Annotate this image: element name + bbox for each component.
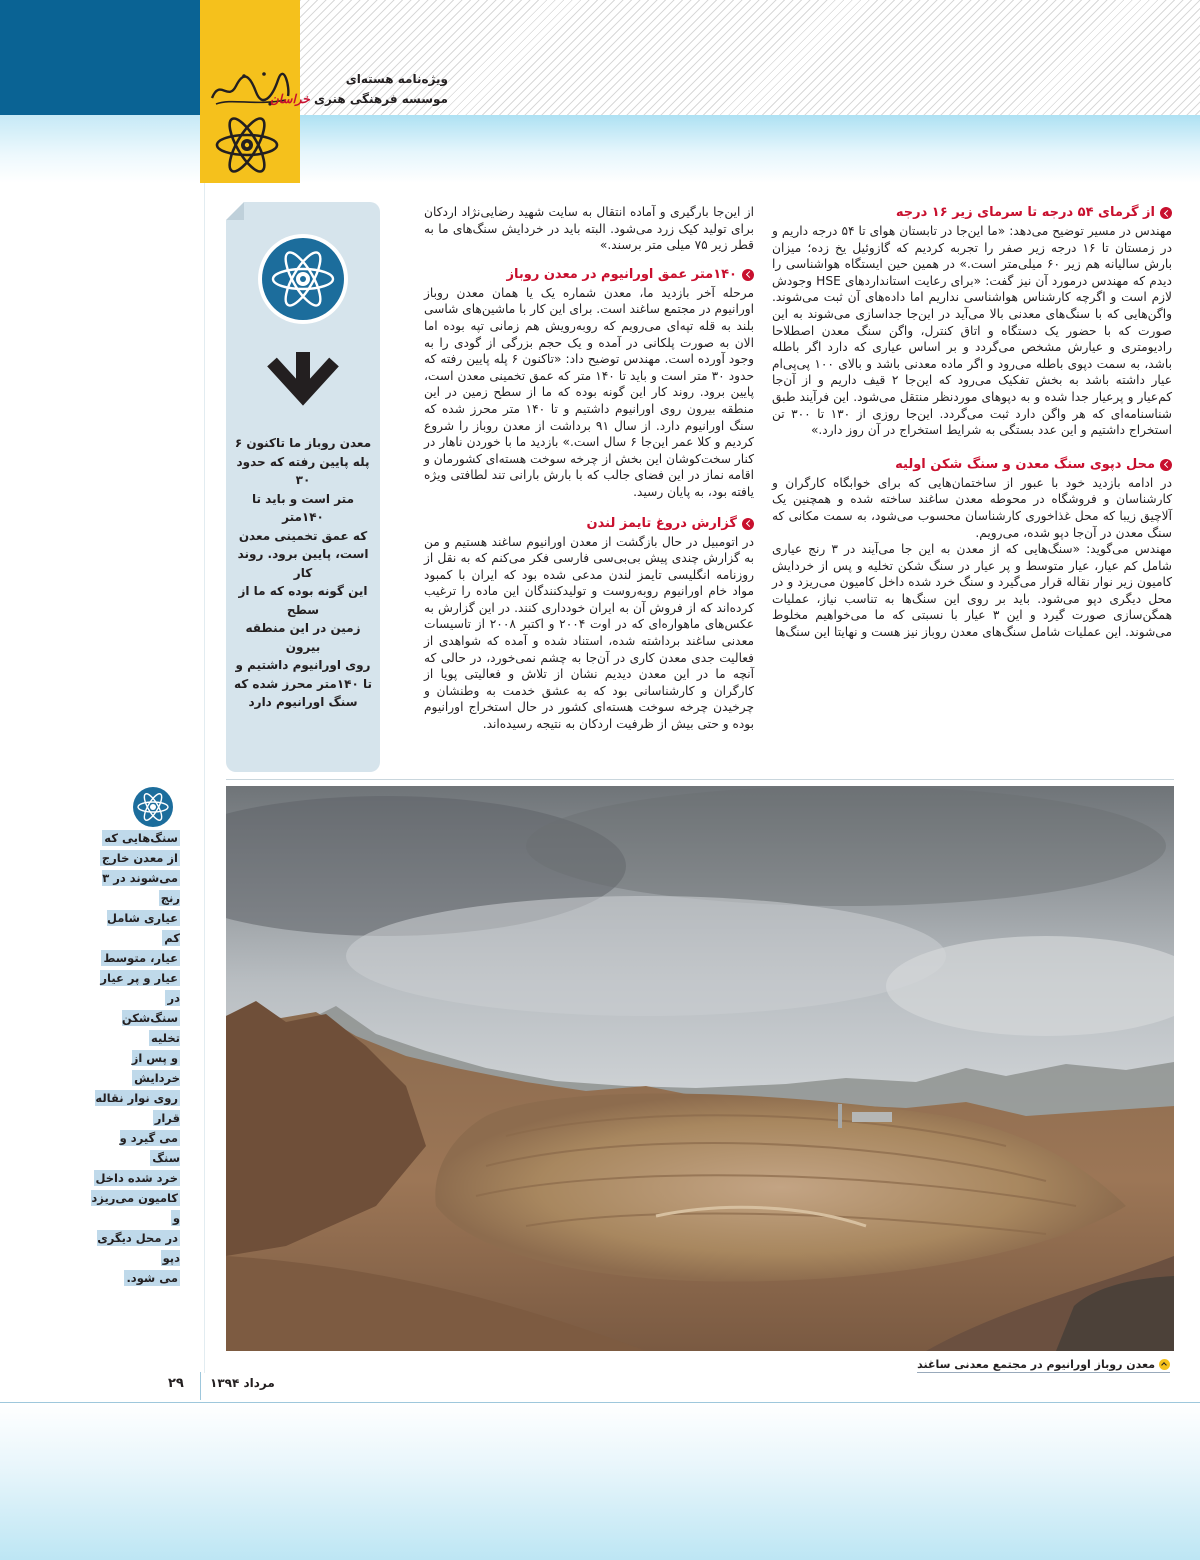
pull-quote-line: که عمق تخمینی معدن (238, 528, 368, 543)
side-quote-line: می شود. (126, 1271, 178, 1285)
page-number: ۲۹ (168, 1376, 184, 1391)
brand-subtitle-prefix: موسسه فرهنگی هنری (314, 92, 448, 106)
pull-quote-line: پله پایین رفته که حدود ۳۰ (236, 454, 370, 487)
section-heading (424, 266, 754, 284)
photo-top-rule (226, 779, 1174, 780)
bullet-icon (1160, 459, 1172, 471)
pull-quote-line: معدن روباز ما تاکنون ۶ (234, 436, 372, 450)
paragraph: در ادامه بازدید خود با عبور از ساختمان‌هایی که برای خوابگاه کارگران و کارشناسان و فروشگاه در محوطه معدن ساغند ساخته شده و همچنین یک آلاچیق زیبا که محل غذاخوری کارشناسان محسوب می‌شود، به سمت مکانی که سنگ معدن در آن‌جا دپو شده، می‌رویم. (772, 475, 1172, 540)
side-quote-line: در محل دیگری دپو (97, 1231, 180, 1265)
article-column-middle (424, 204, 754, 733)
pull-quote-line: زمین در این منطقه بیرون (245, 621, 361, 654)
atom-badge-icon (256, 232, 350, 326)
atom-badge-icon (130, 784, 176, 830)
side-quote-line: سنگ‌هایی که (104, 831, 178, 845)
side-quote-line: سنگ‌شکن تخلیه (121, 1011, 180, 1045)
brand-subtitle-highlight: خراسان (269, 92, 310, 106)
header-blue-block (0, 0, 200, 115)
footer-separator (200, 1372, 201, 1400)
pull-quote-line: روی اورانیوم داشتیم و (235, 658, 371, 672)
arrow-down-icon (264, 352, 342, 418)
bullet-icon (1160, 207, 1172, 219)
section-heading (424, 515, 754, 533)
bullet-icon (742, 269, 754, 281)
side-quote-line: عیاری شامل کم (106, 911, 180, 945)
mine-photo (226, 786, 1174, 1351)
section-heading-text: ۱۴۰متر عمق اورانیوم در معدن روباز (506, 266, 737, 282)
paragraph: از این‌جا بارگیری و آماده انتقال به سایت شهید رضایی‌نژاد اردکان برای تولید کیک زرد می‌شود. البته باید در خردایش سنگ‌های ما به قطر زیر ۷۵ میلی متر برسند.» (424, 205, 754, 253)
margin-separator (204, 183, 205, 1373)
side-quote-line: عیار و پر عیار در (100, 971, 180, 1005)
pull-quote-line: سنگ اورانیوم دارد (248, 695, 358, 709)
pull-quote-text (232, 434, 374, 712)
side-quote-line: کامیون می‌ریزد و (91, 1191, 180, 1225)
side-pull-quote (88, 828, 180, 1288)
section-heading-text: گزارش دروغ تایمز لندن (586, 515, 737, 531)
pull-quote-line: تا ۱۴۰متر محرز شده که (233, 676, 373, 691)
issue-date: مرداد ۱۳۹۴ (210, 1376, 275, 1390)
side-quote-line: روی نوار نقاله قرار (95, 1091, 180, 1125)
paragraph: مهندس می‌گوید: «سنگ‌هایی که از معدن به این جا می‌آیند در ۳ رنج عیاری شامل کم عیار، عیار متوسط و پر عیار در سنگ شکن تخلیه و پس از خردایش کامیون زیر نوار نقاله قرار می‌گیرد و سنگ خرد شده داخل کامیون می‌ریزد و در محل دیگری دپو می‌شود. باید بر روی این سنگ‌ها به تناسب نیاز، عملیات همگن‌سازی صورت گیرد و این ۳ عیار با نسبتی که ما می‌خواهیم مخلوط می‌شوند. این عملیات شامل سنگ‌های معدن روباز نیز هست و نهایتا این سنگ‌ها (772, 542, 1172, 640)
footer-gradient (0, 1403, 1200, 1560)
paragraph: مهندس در مسیر توضیح می‌دهد: «ما این‌جا در تابستان هوای تا ۵۴ درجه داریم و در زمستان تا ۱۶ درجه زیر صفر را تجربه کردیم که گازوئیل یخ زده؛ میزان بارش سالیانه هم زیر ۶۰ میلی‌متر است.» در همین حین ایستگاه هواشناسی را دیدم که مهندس درمورد آن نیز گفت: «برای رعایت استانداردهای HSE وجودش لازم است و اگرچه کارشناس هواشناسی نداریم اما داده‌های آن ثبت می‌شوند. واگن‌هایی که با سنگ‌های معدنی بالا می‌آید در این‌جا جداسازی می‌شوند به این صورت که با حضور یک دستگاه و اتاق کنترل، واگن سنگ معدن اصطلاحا رادیومتری و عیارش مشخص می‌گردد و بر اساس عیاری که دارد اگر باطله باشد، به سمت دپوی باطله می‌رود و اگر ماده معدنی باشد و بالای ۱۰۰ پی‌پی‌ام عیار داشته باشد به بخش تفکیک می‌رود که این‌جا ۲ قیف داریم و از آن‌جا کم‌عیار و پرعیار جدا شده و به دپوهای موردنظر منتقل می‌شود. این فرآیند طبق شناسنامه‌ای که هر واگن دارد ثبت می‌گردد. این‌جا روزی از ۱۳۰ تا ۳۰۰ تن استخراج داشتیم و این عدد بستگی به شرایط استخراج در آن روز دارد.» (772, 224, 1173, 438)
chevron-up-icon (1159, 1359, 1170, 1370)
paragraph: مرحله آخر بازدید ما، معدن شماره یک یا همان معدن روباز اورانیوم در مجتمع ساغند است. برای این کار با ماشین‌های شاسی بلند به قله تپه‌ای می‌رویم که روبه‌رویش هم زمانی تپه بوده اما الان به صورت پلکانی در آمده و یک حجم بزرگی از گودی را به وجود آورده است. مهندس توضیح داد: «تاکنون ۶ پله پایین رفته که حدود ۳۰ متر است و باید تا ۱۴۰ متر که عمق تخمینی معدن است، پایین برود. روند کار این گونه بوده که ما از سطح زمین در این منطقه بیرون روی اورانیوم داشتیم و تا ۱۴۰ متر محرز شده که سنگ اورانیوم دارد. از سال ۹۱ برداشت از معدن روباز را شروع کردیم و کلا عمر این‌جا ۶ سال است.» بازدید ما با خوردن ناهار در کنار سخت‌کوشان این بخش از چرخه سوخت هسته‌ای کشورمان و اقامه نماز در این فضای جالب که با بارش بارانی تند لطافتی ویژه یافته بود، به پایان رسید. (424, 285, 755, 499)
section-heading (772, 204, 1172, 222)
paragraph: در اتومبیل در حال بازگشت از معدن اورانیوم ساغند هستیم و من به گزارش چندی پیش بی‌بی‌سی فارسی فکر می‌کنم که به نقل از روزنامه انگلیسی تایمز لندن مدعی شده بود که ایران با کمبود مواد خام اورانیوم روبه‌روست و تولیدکنندگان این ماده را ترغیب کرده‌اند که از فروش آن به ایران خودداری کنند. در این گزارش به عکس‌های ماهواره‌ای که در اوت ۲۰۰۴ و اکتبر ۲۰۰۸ از تاسیسات معدنی ساغند برداشته شده، استناد شده و آمده که شواهدی از فعالیت جدی معدن کاری در آن‌جا به چشم نمی‌خورد، در حالی که آنچه ما در این معدن دیدیم نشان از تلاش و فعالیتی پویا از کارگران و کارشناسانی بود که به عشق خدمت به وطنشان و چرخیدن چرخه سوخت هسته‌ای کشور در حال استخراج اورانیوم بوده و حتی بیش از ظرفیت اردکان به نتیجه رسیده‌اند. (424, 534, 755, 732)
side-quote-line: و پس از خردایش (131, 1051, 180, 1085)
pull-quote-line: است، پایین برود. روند کار (237, 547, 369, 580)
page-fold-corner (226, 202, 244, 220)
section-heading (772, 456, 1172, 474)
brand-title: ویژه‌نامه هسته‌ای (345, 72, 448, 86)
side-quote-line: عیار، متوسط (103, 951, 178, 965)
section-heading-text: محل دپوی سنگ معدن و سنگ شکن اولیه (895, 456, 1155, 472)
header-sky-band-left (0, 115, 200, 183)
side-quote-line: می‌شوند در ۳ رنج (102, 871, 180, 905)
photo-caption-text: معدن روباز اورانیوم در مجتمع معدنی ساغند (917, 1358, 1155, 1371)
section-heading-text: از گرمای ۵۴ درجه تا سرمای زیر ۱۶ درجه (895, 205, 1155, 220)
atom-icon (212, 112, 282, 178)
side-quote-line: از معدن خارج (101, 851, 178, 865)
article-column-right (772, 204, 1172, 641)
pull-quote-line: این گونه بوده که ما از سطح (238, 584, 368, 617)
photo-caption (917, 1358, 1170, 1373)
bullet-icon (742, 518, 754, 530)
side-quote-line: می گیرد و سنگ (119, 1131, 180, 1165)
side-quote-line: خرد شده داخل (95, 1171, 178, 1185)
pull-quote-line: متر است و باید تا ۱۴۰متر (251, 491, 355, 524)
brand-subtitle (270, 92, 448, 106)
